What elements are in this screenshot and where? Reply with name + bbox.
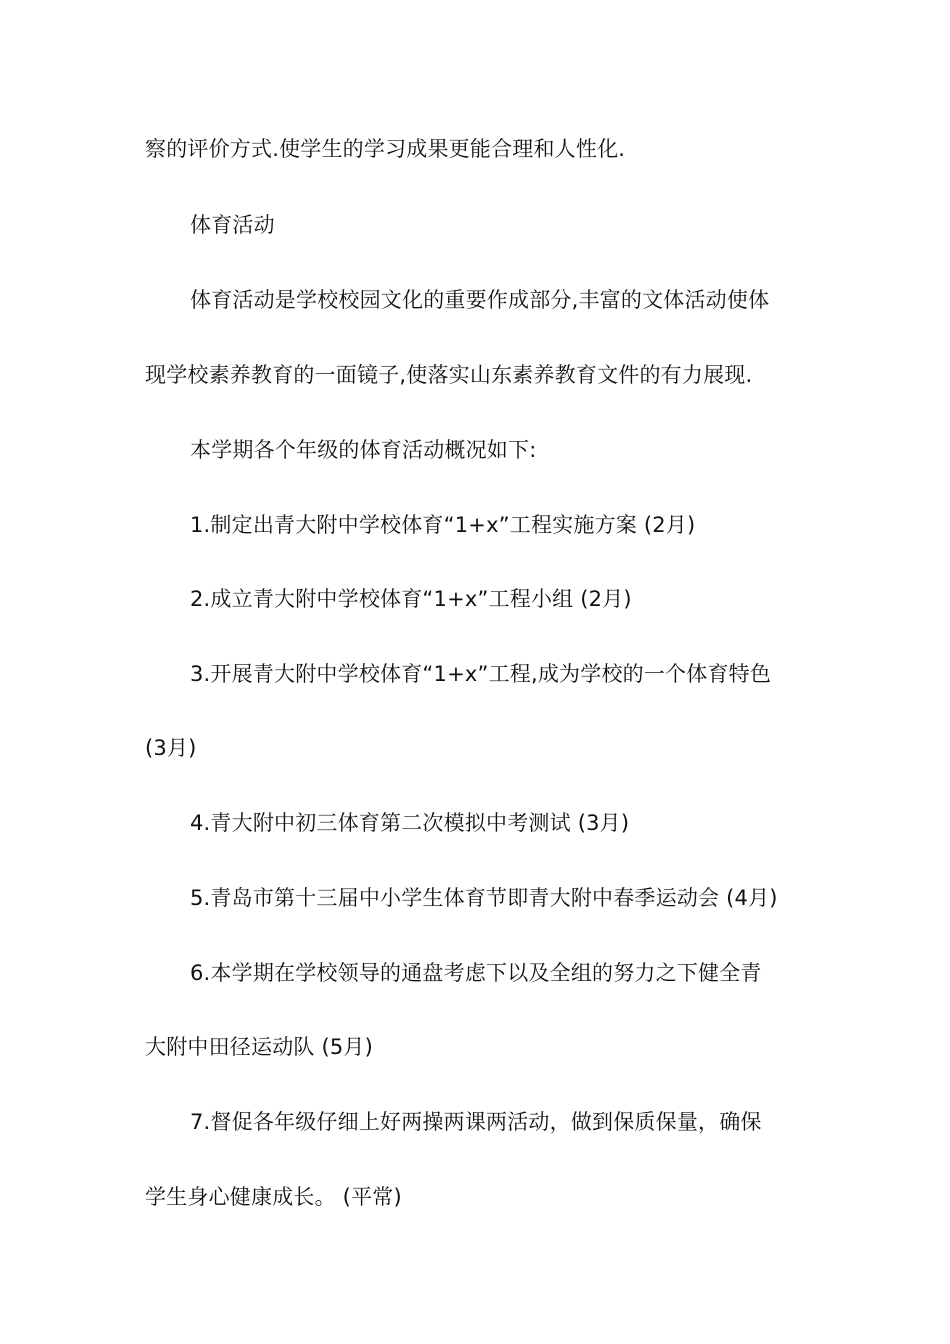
list-item-continuation: 学生身心健康成长。 (平常) [145,1185,402,1209]
list-item: 2.成立青大附中学校体育“1+x”工程小组 (2月) [190,587,632,611]
list-item: 5.青岛市第十三届中小学生体育节即青大附中春季运动会 (4月) [190,886,778,910]
paragraph-line: 现学校素养教育的一面镜子,使落实山东素养教育文件的有力展现. [145,363,753,387]
list-item-continuation: (3月) [145,736,197,760]
list-item: 6.本学期在学校领导的通盘考虑下以及全组的努力之下健全青 [190,961,762,985]
section-heading: 体育活动 [190,213,275,237]
paragraph-line: 体育活动是学校校园文化的重要作成部分,丰富的文体活动使体 [190,288,770,312]
paragraph-line: 本学期各个年级的体育活动概况如下: [190,438,537,462]
list-item: 3.开展青大附中学校体育“1+x”工程,成为学校的一个体育特色 [190,662,772,686]
list-item: 7.督促各年级仔细上好两操两课两活动，做到保质保量，确保 [190,1110,762,1134]
paragraph-continuation-line: 察的评价方式.使学生的学习成果更能合理和人性化. [145,137,626,161]
list-item-continuation: 大附中田径运动队 (5月) [145,1035,374,1059]
list-item: 4.青大附中初三体育第二次模拟中考测试 (3月) [190,811,630,835]
list-item: 1.制定出青大附中学校体育“1+x”工程实施方案 (2月) [190,513,696,537]
